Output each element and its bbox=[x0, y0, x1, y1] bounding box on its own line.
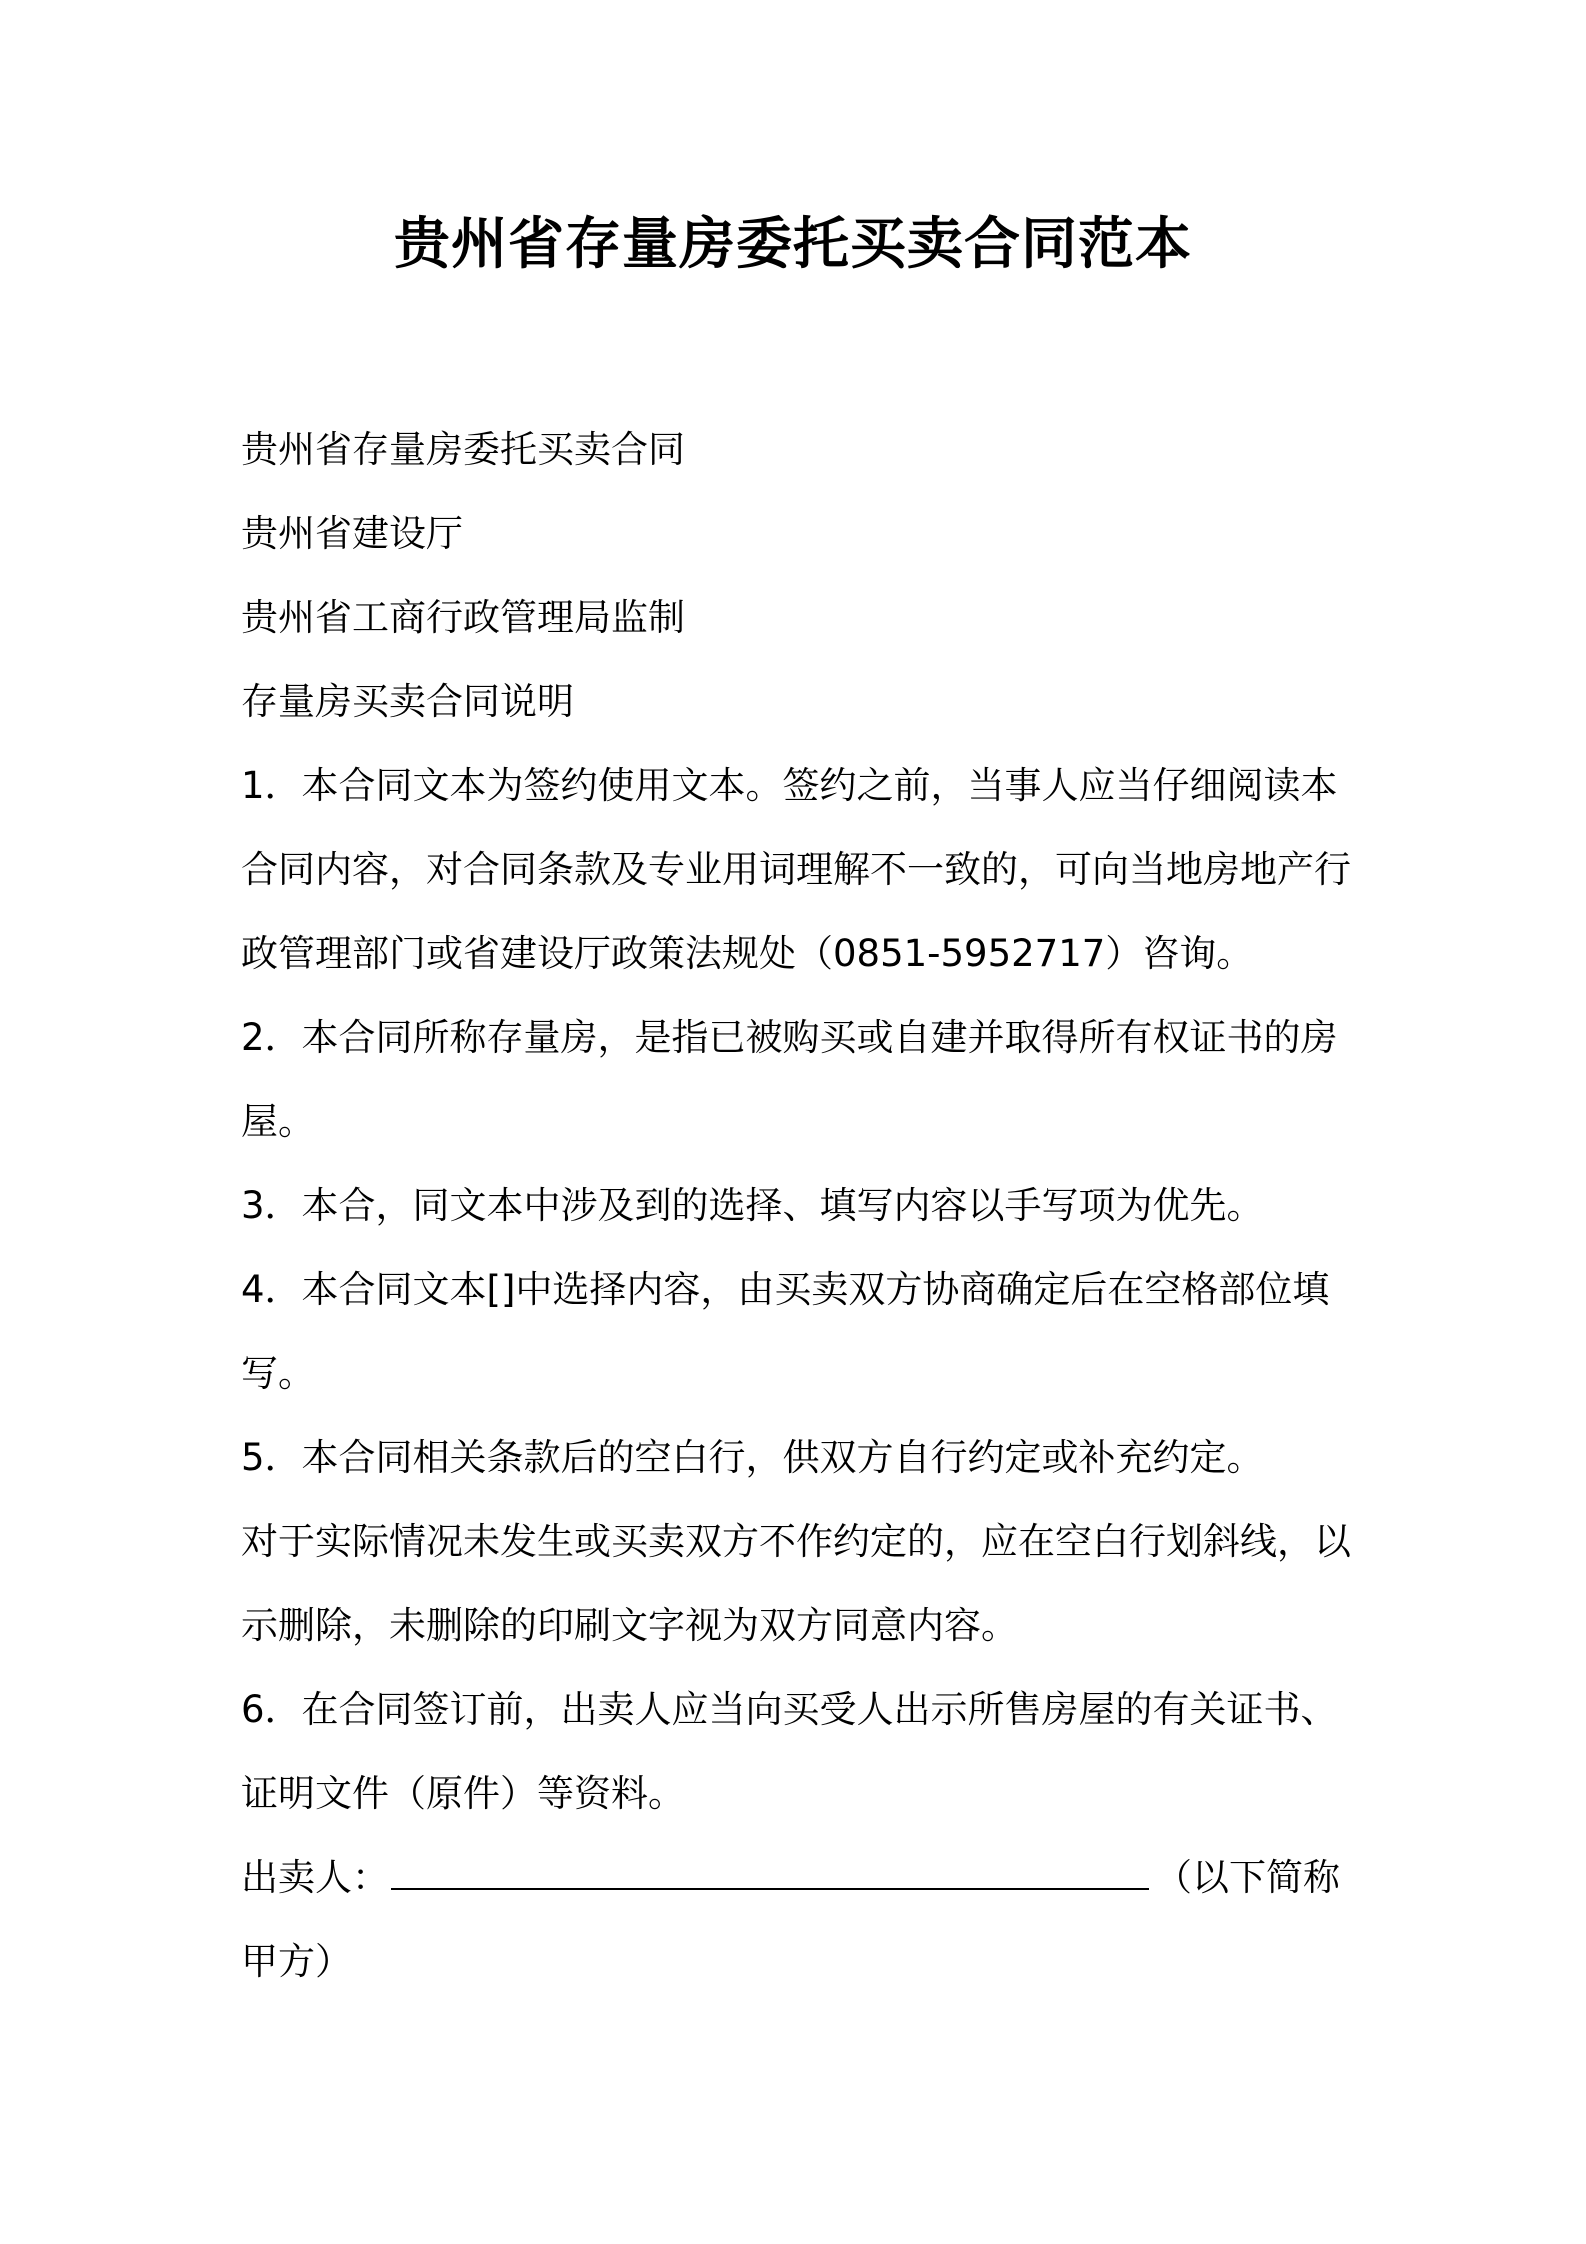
text-line: 贵州省建设厅 bbox=[241, 512, 463, 555]
text-line: 贵州省工商行政管理局监制 bbox=[241, 596, 685, 639]
text-line: 6．在合同签订前，出卖人应当向买受人出示所售房屋的有关证书、 bbox=[241, 1688, 1338, 1731]
seller-suffix: （以下简称 bbox=[1155, 1856, 1340, 1899]
text-line: 1．本合同文本为签约使用文本。签约之前，当事人应当仔细阅读本 bbox=[241, 764, 1338, 807]
seller-continuation-line: 甲方） bbox=[241, 1940, 352, 1983]
seller-label: 出卖人： bbox=[241, 1856, 389, 1899]
document-body bbox=[241, 408, 1361, 2004]
text-line: 2．本合同所称存量房，是指已被购买或自建并取得所有权证书的房 bbox=[241, 1016, 1338, 1059]
text-line: 屋。 bbox=[241, 1100, 315, 1143]
text-line: 政管理部门或省建设厅政策法规处（0851-5952717）咨询。 bbox=[241, 932, 1254, 975]
text-line: 对于实际情况未发生或买卖双方不作约定的，应在空白行划斜线，以 bbox=[241, 1520, 1351, 1563]
seller-name-blank[interactable] bbox=[391, 1858, 1149, 1890]
text-line: 3．本合，同文本中涉及到的选择、填写内容以手写项为优先。 bbox=[241, 1184, 1264, 1227]
text-line: 5．本合同相关条款后的空白行，供双方自行约定或补充约定。 bbox=[241, 1436, 1264, 1479]
text-line: 存量房买卖合同说明 bbox=[241, 680, 574, 723]
text-line: 写。 bbox=[241, 1352, 315, 1395]
text-line: 贵州省存量房委托买卖合同 bbox=[241, 428, 685, 471]
text-line: 证明文件（原件）等资料。 bbox=[241, 1772, 685, 1815]
text-line: 示删除，未删除的印刷文字视为双方同意内容。 bbox=[241, 1604, 1018, 1647]
document-title: 贵州省存量房委托买卖合同范本 bbox=[394, 212, 1192, 277]
text-line: 4．本合同文本[]中选择内容，由买卖双方协商确定后在空格部位填 bbox=[241, 1268, 1330, 1311]
seller-line bbox=[241, 1836, 1361, 1920]
text-line: 合同内容，对合同条款及专业用词理解不一致的，可向当地房地产行 bbox=[241, 848, 1351, 891]
